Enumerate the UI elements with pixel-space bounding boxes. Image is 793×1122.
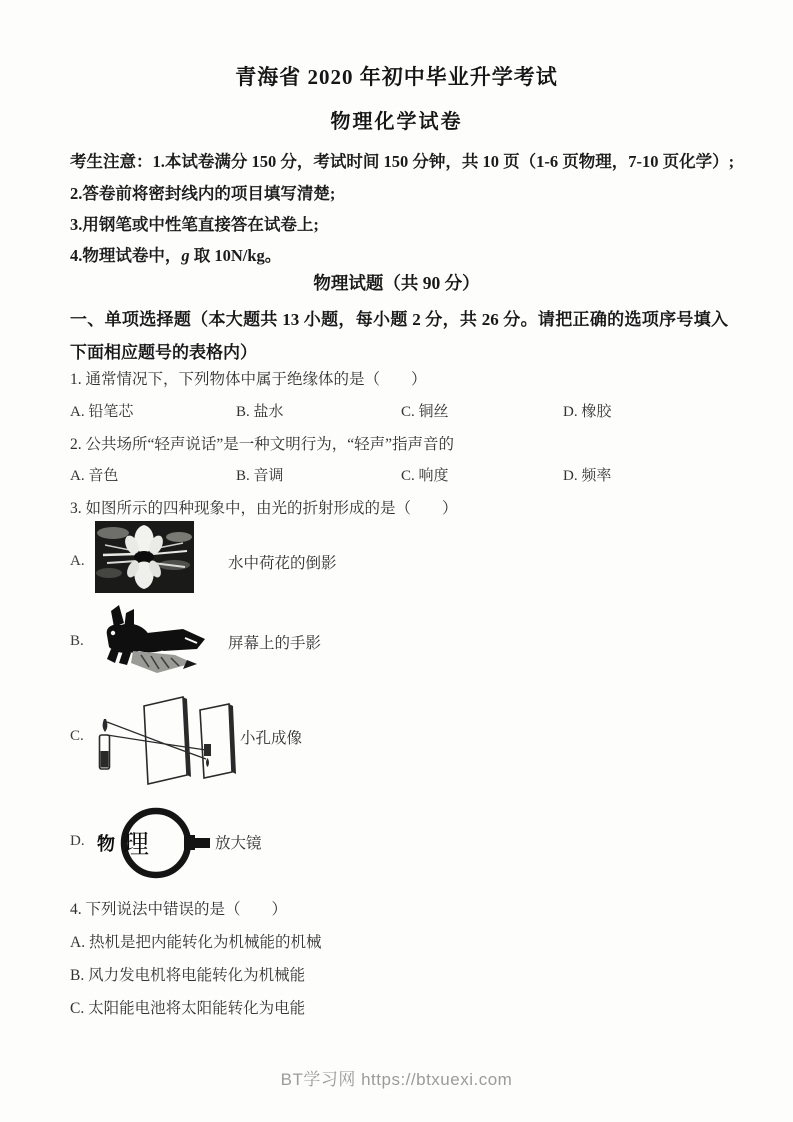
- page-subtitle: 物理化学试卷: [330, 111, 463, 133]
- symbol-g: g: [181, 246, 190, 265]
- q4-option-c: C. 太阳能电池将太阳能转化为电能: [70, 1000, 306, 1017]
- footer-watermark: BT学习网 https://btxuexi.com: [280, 1070, 513, 1089]
- q2-option-b: B. 音调: [236, 468, 284, 484]
- q1-option-d: D. 橡胶: [563, 404, 612, 420]
- q3-option-b-caption: 屏幕上的手影: [228, 635, 322, 652]
- notice-line-3: 3.用钢笔或中性笔直接答在试卷上;: [70, 215, 319, 234]
- part1-heading: 一、单项选择题（本大题共 13 小题，每小题 2 分，共 26 分。请把正确的选项序号填入下面相应题号的表格内）: [70, 310, 728, 362]
- pinhole-imaging-diagram: [92, 691, 240, 786]
- notice-line-2: 2.答卷前将密封线内的项目填写清楚;: [70, 184, 336, 203]
- notice-line-4: 4.物理试卷中，g 取 10N/kg。: [70, 246, 282, 265]
- q3-option-a-letter: A.: [70, 553, 85, 569]
- question-1-stem: 1. 通常情况下，下列物体中属于绝缘体的是（ ）: [70, 371, 427, 388]
- q4-option-b: B. 风力发电机将电能转化为机械能: [70, 967, 306, 984]
- magnifier-text-inside: 理: [123, 830, 150, 859]
- q1-option-c: C. 铜丝: [401, 404, 449, 420]
- q3-option-c-caption: 小孔成像: [240, 730, 303, 747]
- q3-option-d-caption: 放大镜: [215, 835, 262, 852]
- magnifier-text-outside: 物: [97, 834, 115, 854]
- hand-shadow-photo: [97, 605, 209, 675]
- q2-option-a: A. 音色: [70, 468, 119, 484]
- q3-option-b-letter: B.: [70, 633, 84, 649]
- question-2-stem: 2. 公共场所“轻声说话”是一种文明行为，“轻声”指声音的: [70, 436, 455, 453]
- q1-option-b: B. 盐水: [236, 404, 284, 420]
- page-title: 青海省 2020 年初中毕业升学考试: [235, 65, 558, 89]
- magnifying-glass-diagram: [96, 801, 214, 885]
- notice-line-1: 考生注意：1.本试卷满分 150 分，考试时间 150 分钟，共 10 页（1-6 页物理，7-10 页化学）;: [70, 152, 735, 171]
- q1-option-a: A. 铅笔芯: [70, 404, 134, 420]
- q3-option-c-letter: C.: [70, 728, 84, 744]
- q2-option-d: D. 频率: [563, 468, 612, 484]
- section-title-physics: 物理试题（共 90 分）: [313, 273, 480, 293]
- q2-option-c: C. 响度: [401, 468, 449, 484]
- question-4-stem: 4. 下列说法中错误的是（ ）: [70, 901, 288, 918]
- question-3-stem: 3. 如图所示的四种现象中，由光的折射形成的是（ ）: [70, 500, 458, 517]
- q3-option-a-caption: 水中荷花的倒影: [228, 555, 337, 572]
- lotus-reflection-photo: [95, 521, 194, 593]
- q3-option-d-letter: D.: [70, 833, 85, 849]
- q4-option-a: A. 热机是把内能转化为机械能的机械: [70, 934, 322, 951]
